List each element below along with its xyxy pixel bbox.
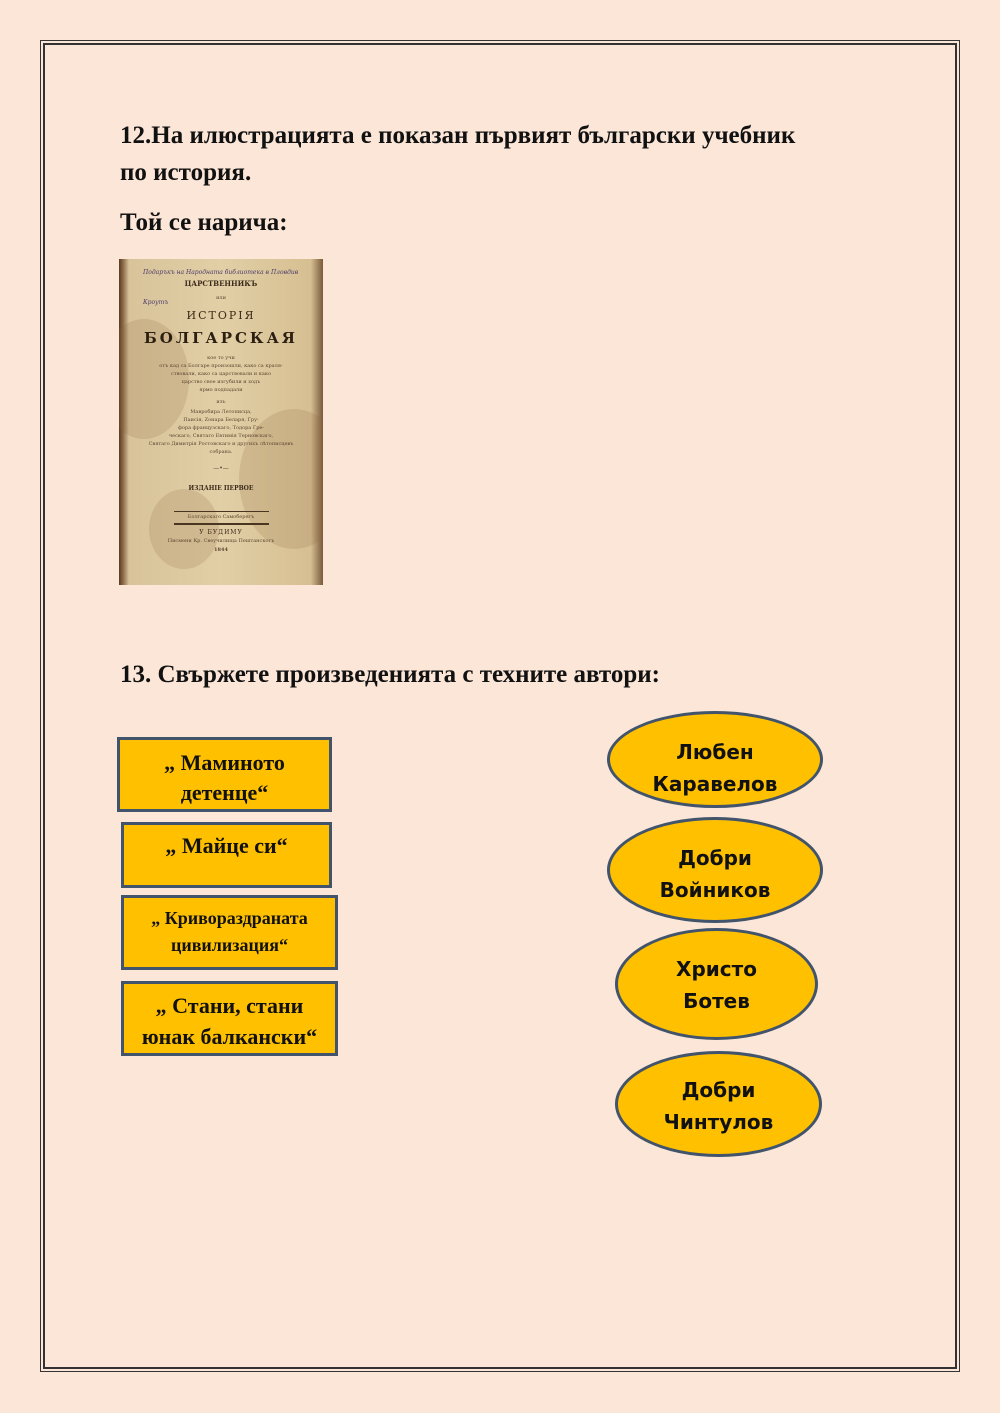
author-label-line-2: Каравелов — [652, 772, 778, 796]
author-label-line-1: Добри — [678, 846, 752, 870]
author-label-line-1: Добри — [681, 1078, 756, 1102]
question-12-line-1: 12.На илюстрацията е показан първият български учебник — [120, 122, 796, 149]
work-box-krivorazdranata-tsivilizatsiya[interactable] — [121, 895, 338, 970]
book-handwritten-note-1: Подаръкъ на Народната библиотека в Пловдив — [143, 269, 299, 276]
work-label-line-2: детенце“ — [180, 780, 269, 805]
book-sub: Болгарскаго Самоберегъ — [187, 514, 255, 520]
author-oval-dobri-chintulov[interactable] — [615, 1051, 822, 1157]
book-printer: Писмени Кр. Свеучилища Пештанскогъ — [167, 538, 275, 544]
work-box-maytse-si[interactable] — [121, 822, 332, 888]
book-small-title: ЦАРСТВЕННИКЪ — [184, 279, 258, 288]
book-title-2: БОЛГАРСКАЯ — [143, 329, 299, 347]
work-label-line-1: „ Майце си“ — [165, 833, 288, 858]
book-body-4: царство свое изгубили и ходъ — [181, 379, 261, 385]
page-border-inner — [43, 43, 957, 1369]
author-label-line-2: Войников — [659, 878, 771, 902]
question-12-line-2: по история. — [120, 159, 252, 186]
book-body-7: Мавробира Летописца, — [190, 409, 252, 415]
book-body-8: Паисія, Zонара Беларя, Гру- — [183, 417, 259, 423]
book-cover-image: Подаръкъ на Народната библиотека в Пловдив Кроутъ ЦАРСТВЕННИКЪ или ИСТОРІЯ БОЛГАРСКАЯ кое то учи отъ кад са Болгаре произошли, како са краля- ствовали, како са царствовали и како царство свое изгубили и ходъ ярмо подпадали изъ Мавробира Летописца, Паисія, Zонара Беларя, Гру- фора французскаго, Тодора Гре- ческаго, Святаго Евтимія Терновскаго, Святаго Димитрія Ростовскаго и другихъ лѣтописцевъ собрана. —•— ИЗДАНІЕ ПЕРВОЕ Болгарскаго Самоберегъ У БУДИМУ Писмени Кр. Свеучилища Пештанскогъ 1844 — [119, 259, 323, 585]
author-label-line-2: Ботев — [683, 989, 750, 1013]
book-body-12: собрана. — [209, 449, 233, 455]
book-body-5: ярмо подпадали — [199, 387, 243, 393]
question-13: 13. Свържете произведенията с техните автори: — [120, 661, 660, 688]
book-body-9: фора французскаго, Тодора Гре- — [177, 425, 265, 431]
book-body-11: Святаго Димитрія Ростовскаго и другихъ лѣтописцевъ — [148, 441, 294, 447]
book-body-6: изъ — [216, 399, 226, 405]
book-title-1: ИСТОРІЯ — [186, 309, 256, 322]
author-oval-hristo-botev[interactable] — [615, 928, 818, 1040]
book-edition: ИЗДАНІЕ ПЕРВОЕ — [188, 485, 254, 492]
book-body-10: ческаго, Святаго Евтимія Терновскаго, — [168, 433, 274, 439]
book-year: 1844 — [214, 547, 228, 553]
author-label-line-2: Чинтулов — [663, 1110, 774, 1134]
work-label-line-1: „ Кривораздраната — [151, 908, 308, 928]
book-body-1: кое то учи — [207, 355, 235, 361]
author-label-line-1: Христо — [676, 957, 757, 981]
question-12-prompt: Той се нарича: — [120, 209, 288, 236]
work-label-line-2: цивилизация“ — [170, 935, 288, 955]
book-body-2: отъ кад са Болгаре произошли, како са краля- — [159, 363, 283, 369]
work-label-line-1: „ Стани, стани — [155, 993, 304, 1018]
question-12 — [120, 117, 880, 191]
work-box-maminoto-detentse[interactable] — [117, 737, 332, 812]
work-box-stani-stani-yunak[interactable] — [121, 981, 338, 1056]
author-oval-lyuben-karavelov[interactable] — [607, 711, 823, 808]
work-label-line-1: „ Маминото — [164, 750, 285, 775]
author-label-line-1: Любен — [676, 740, 754, 764]
author-oval-dobri-voynikov[interactable] — [607, 817, 823, 923]
book-body-3: ствовали, како са царствовали и како — [171, 371, 271, 377]
book-city: У БУДИМУ — [199, 529, 243, 536]
book-handwritten-note-2: Кроутъ — [143, 299, 169, 306]
book-ili: или — [216, 295, 226, 301]
work-label-line-2: юнак балкански“ — [141, 1024, 318, 1049]
